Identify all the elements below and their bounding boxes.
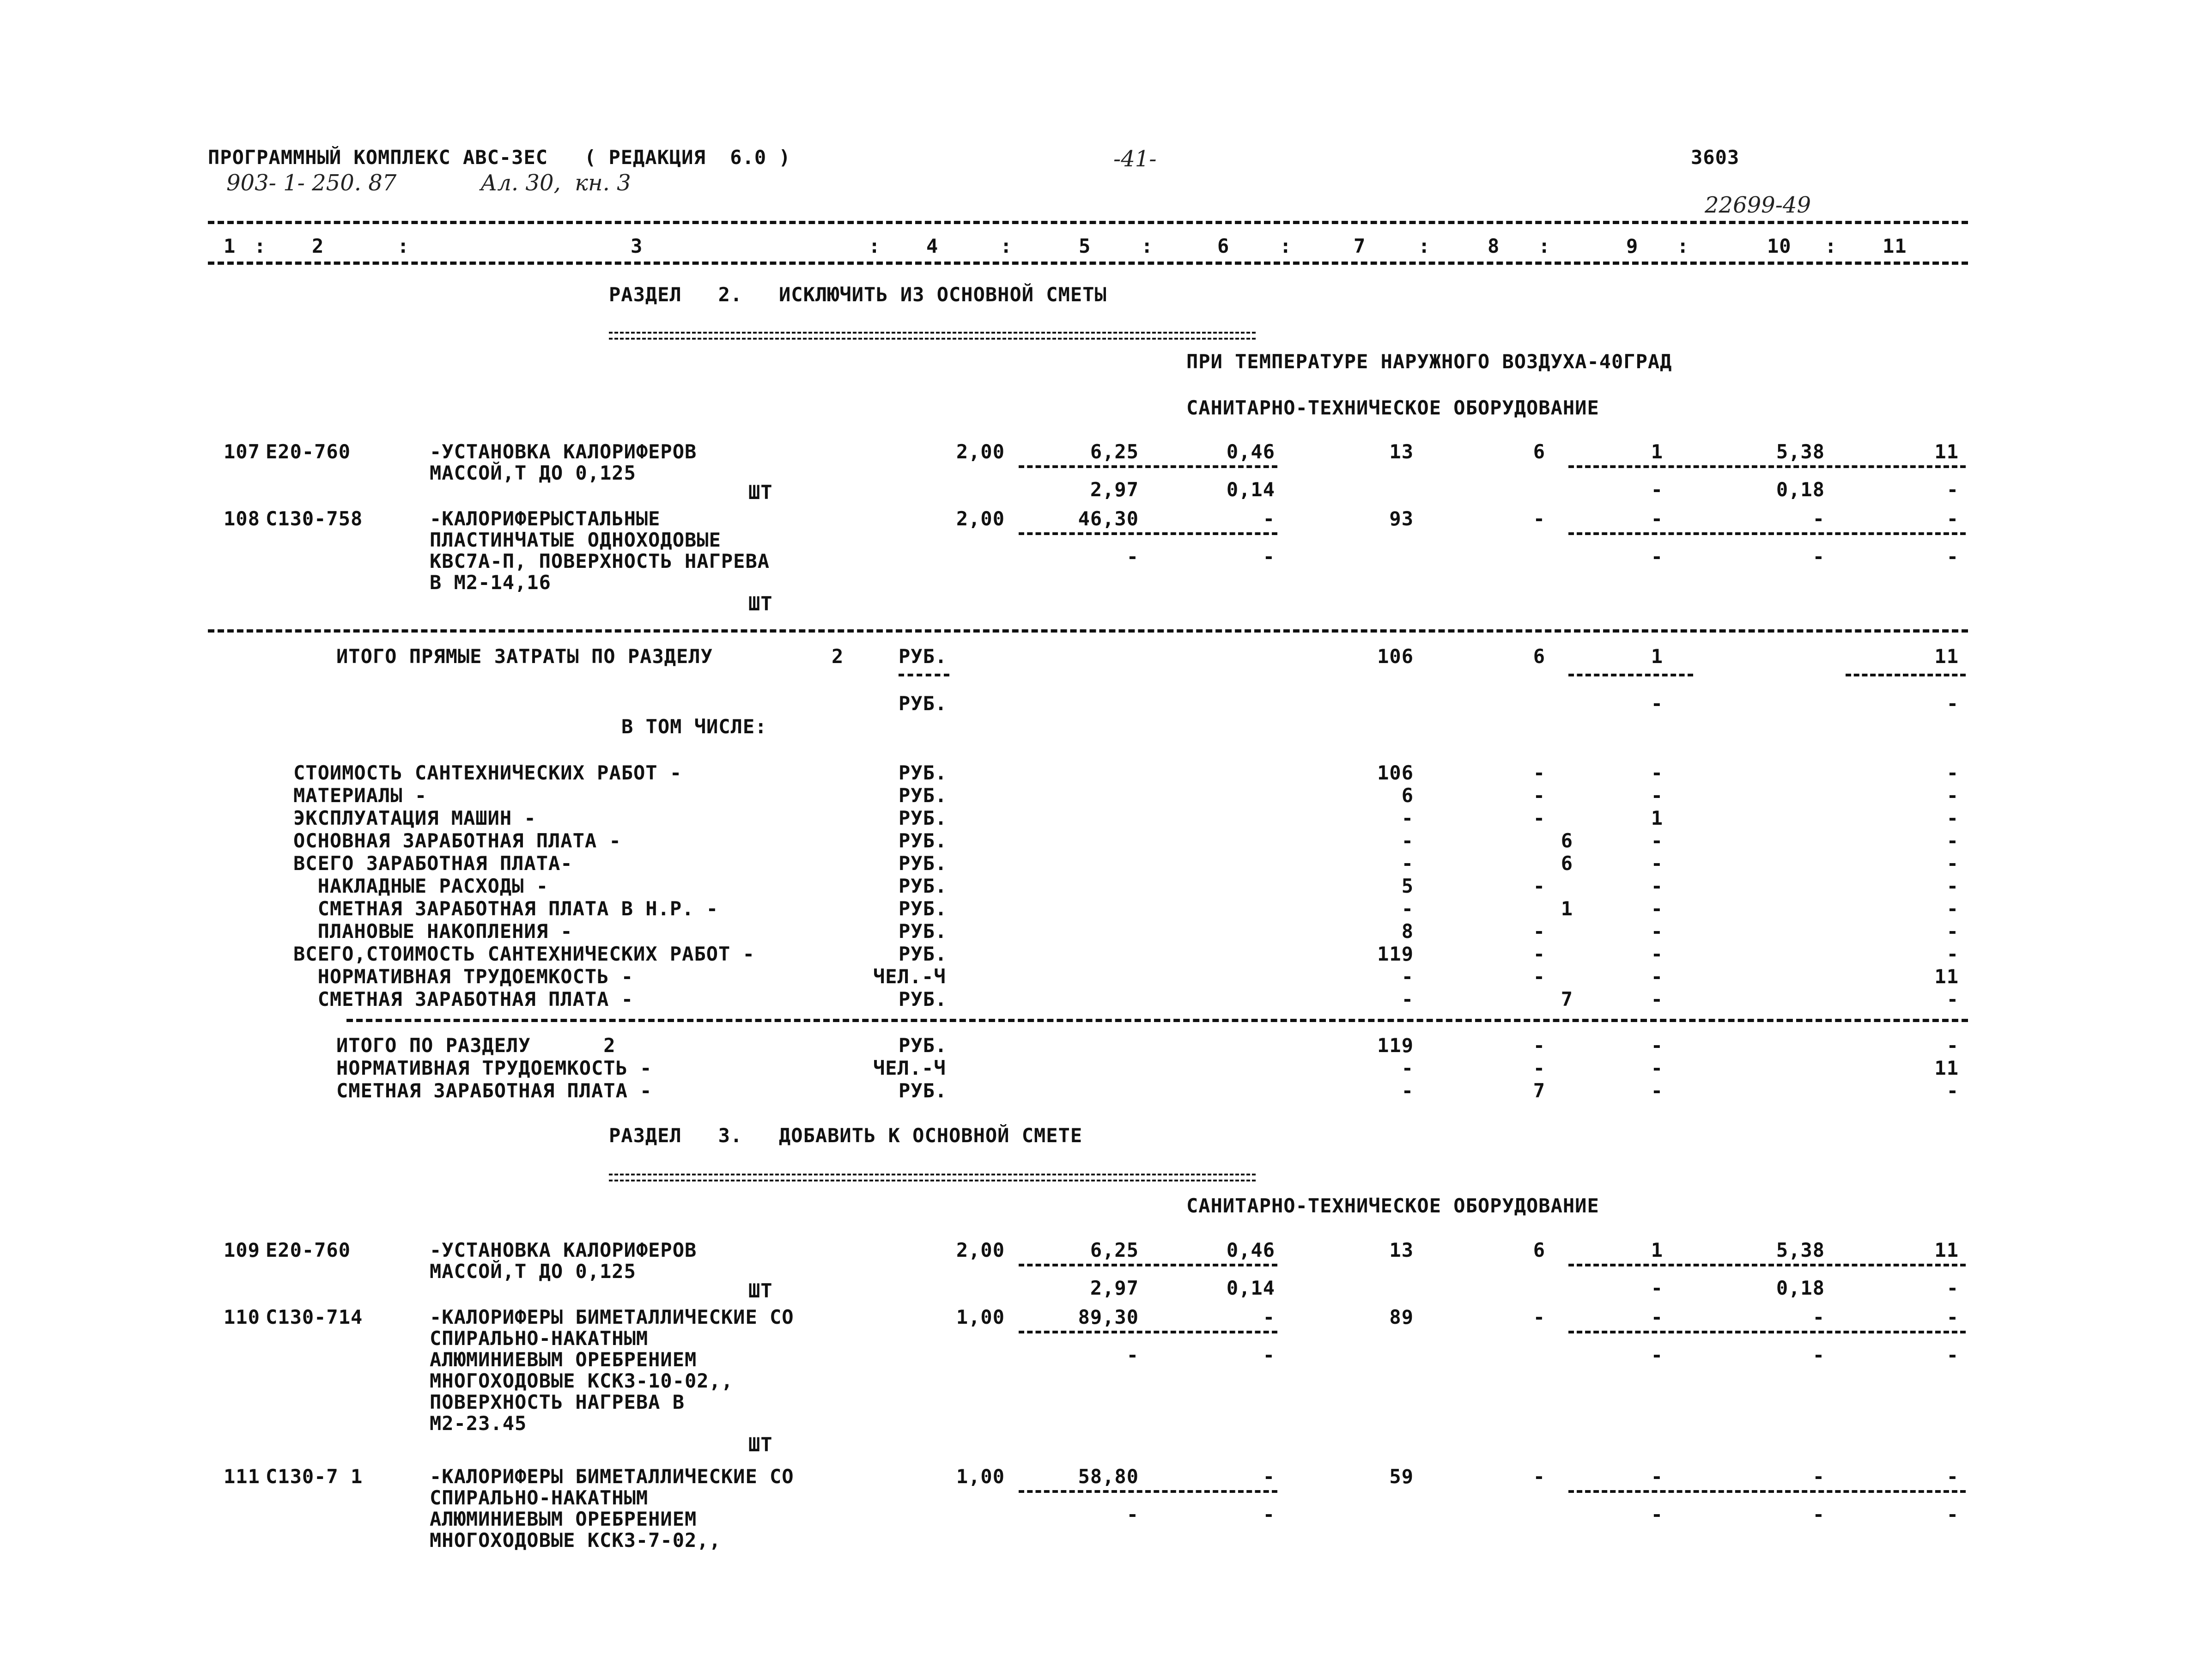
item-labor-norm-sub: 0,18 bbox=[1776, 478, 1825, 501]
item-labor-total: 11 bbox=[1934, 440, 1959, 463]
breakdown-machine: - bbox=[1651, 988, 1663, 1010]
direct-total-unit: РУБ. bbox=[899, 645, 948, 668]
handwritten-project-ref: 903- 1- 250. 87 bbox=[226, 170, 397, 196]
item-wage-total: - bbox=[1533, 1465, 1545, 1488]
column-header-5: 5 bbox=[1079, 235, 1091, 257]
column-header-9: 9 bbox=[1626, 235, 1639, 257]
breakdown-unit: РУБ. bbox=[899, 897, 948, 920]
item-labor-norm-sub: - bbox=[1812, 545, 1825, 568]
breakdown-label: ВСЕГО,СТОИМОСТЬ САНТЕХНИЧЕСКИХ РАБОТ - bbox=[293, 943, 755, 965]
item-quantity: 1,00 bbox=[956, 1306, 1005, 1328]
item-description-line: -КАЛОРИФЕРЫСТАЛЬНЫЕ bbox=[430, 507, 661, 530]
breakdown-wage: - bbox=[1533, 761, 1545, 784]
column-header-3: 3 bbox=[631, 235, 643, 257]
item-machine-cost: - bbox=[1651, 1465, 1663, 1488]
direct-total-cost: 106 bbox=[1377, 645, 1414, 668]
item-wage-cost: - bbox=[1263, 1306, 1275, 1328]
breakdown-machine: - bbox=[1651, 875, 1663, 897]
item-unit-cost-wage: 2,97 bbox=[1090, 478, 1139, 501]
item-labor-total-sub: - bbox=[1946, 478, 1959, 501]
item-machine-cost: 1 bbox=[1651, 440, 1663, 463]
breakdown-cost: - bbox=[1401, 807, 1414, 829]
breakdown-unit: РУБ. bbox=[899, 943, 948, 965]
column-header-7: 7 bbox=[1354, 235, 1366, 257]
item-dash-rule bbox=[1019, 465, 1277, 468]
direct-total-unit-2: РУБ. bbox=[899, 692, 948, 715]
breakdown-unit: РУБ. bbox=[899, 761, 948, 784]
breakdown-label: СМЕТНАЯ ЗАРАБОТНАЯ ПЛАТА - bbox=[293, 988, 634, 1010]
item-number: 109 bbox=[224, 1239, 260, 1261]
breakdown-labor: 11 bbox=[1934, 965, 1959, 988]
breakdown-labor: - bbox=[1946, 829, 1959, 852]
breakdown-labor: - bbox=[1946, 920, 1959, 943]
breakdown-unit: РУБ. bbox=[899, 829, 948, 852]
breakdown-wage: - bbox=[1533, 943, 1545, 965]
item-dash-rule bbox=[1568, 1264, 1966, 1266]
item-wage-cost-machine: - bbox=[1263, 1503, 1275, 1526]
breakdown-labor: - bbox=[1946, 875, 1959, 897]
breakdown-unit: РУБ. bbox=[899, 988, 948, 1010]
breakdown-wage: 6 bbox=[1561, 829, 1573, 852]
section-total-cost: - bbox=[1401, 1079, 1414, 1102]
item-quantity: 2,00 bbox=[956, 507, 1005, 530]
section-total-unit: ЧЕЛ.-Ч bbox=[873, 1057, 946, 1079]
item-machine-cost: - bbox=[1651, 1306, 1663, 1328]
breakdown-wage: 6 bbox=[1561, 852, 1573, 875]
breakdown-labor: - bbox=[1946, 943, 1959, 965]
section-total-unit: РУБ. bbox=[899, 1079, 948, 1102]
item-machine-sub: - bbox=[1651, 1277, 1663, 1299]
item-description-line: ПОВЕРХНОСТЬ НАГРЕВА В bbox=[430, 1391, 685, 1413]
item-wage-total: 6 bbox=[1533, 1239, 1545, 1261]
item-code: С130-7 1 bbox=[266, 1465, 363, 1488]
section-total-cost: 119 bbox=[1377, 1034, 1414, 1057]
program-title: ПРОГРАММНЫЙ КОМПЛЕКС АВС-3ЕС ( РЕДАКЦИЯ 6.0 ) bbox=[208, 146, 791, 169]
column-separator: : bbox=[1677, 235, 1689, 257]
total-dash-rule bbox=[1568, 674, 1693, 676]
section-total-wage: 7 bbox=[1533, 1079, 1545, 1102]
item-code: Е20-760 bbox=[266, 1239, 351, 1261]
item-description-line: СПИРАЛЬНО-НАКАТНЫМ bbox=[430, 1486, 649, 1509]
column-separator: : bbox=[254, 235, 267, 257]
item-machine-sub: - bbox=[1651, 1503, 1663, 1526]
breakdown-cost: 119 bbox=[1377, 943, 1414, 965]
page-number: -41- bbox=[1113, 146, 1157, 172]
header-rule-bottom bbox=[208, 262, 1968, 265]
breakdown-machine: - bbox=[1651, 761, 1663, 784]
breakdown-label: МАТЕРИАЛЫ - bbox=[293, 784, 427, 807]
section-total-machine: - bbox=[1651, 1034, 1663, 1057]
item-labor-norm: - bbox=[1812, 1306, 1825, 1328]
breakdown-label: СМЕТНАЯ ЗАРАБОТНАЯ ПЛАТА В Н.Р. - bbox=[293, 897, 719, 920]
item-dash-rule bbox=[1568, 1490, 1966, 1493]
item-total-cost: 59 bbox=[1389, 1465, 1414, 1488]
breakdown-label: НОРМАТИВНАЯ ТРУДОЕМКОСТЬ - bbox=[293, 965, 634, 988]
direct-total-machine-sub: - bbox=[1651, 692, 1663, 715]
breakdown-wage: - bbox=[1533, 875, 1545, 897]
column-header-11: 11 bbox=[1883, 235, 1907, 257]
item-quantity: 1,00 bbox=[956, 1465, 1005, 1488]
breakdown-unit: РУБ. bbox=[899, 784, 948, 807]
section-total-wage: - bbox=[1533, 1034, 1545, 1057]
item-description-line: М2-23.45 bbox=[430, 1412, 527, 1435]
item-quantity: 2,00 bbox=[956, 1239, 1005, 1261]
item-wage-cost: 0,46 bbox=[1226, 440, 1275, 463]
item-description-line: -КАЛОРИФЕРЫ БИМЕТАЛЛИЧЕСКИЕ СО bbox=[430, 1306, 794, 1328]
breakdown-unit: РУБ. bbox=[899, 807, 948, 829]
item-code: С130-758 bbox=[266, 507, 363, 530]
item-description-line: МНОГОХОДОВЫЕ КСК3-10-02,, bbox=[430, 1370, 734, 1392]
item-machine-cost: 1 bbox=[1651, 1239, 1663, 1261]
breakdown-cost: - bbox=[1401, 988, 1414, 1010]
breakdown-unit: РУБ. bbox=[899, 852, 948, 875]
item-total-cost: 13 bbox=[1389, 1239, 1414, 1261]
item-labor-total: - bbox=[1946, 1465, 1959, 1488]
item-dash-rule bbox=[1019, 532, 1277, 535]
breakdown-label: СТОИМОСТЬ САНТЕХНИЧЕСКИХ РАБОТ - bbox=[293, 761, 682, 784]
item-wage-cost-machine: 0,14 bbox=[1226, 1277, 1275, 1299]
column-header-8: 8 bbox=[1488, 235, 1500, 257]
including-label: В ТОМ ЧИСЛЕ: bbox=[621, 715, 767, 738]
section-total-machine: - bbox=[1651, 1057, 1663, 1079]
breakdown-machine: - bbox=[1651, 897, 1663, 920]
item-description-line: АЛЮМИНИЕВЫМ ОРЕБРЕНИЕМ bbox=[430, 1348, 697, 1371]
item-machine-sub: - bbox=[1651, 545, 1663, 568]
section-total-labor: 11 bbox=[1934, 1057, 1959, 1079]
breakdown-cost: - bbox=[1401, 829, 1414, 852]
column-separator: : bbox=[1538, 235, 1551, 257]
breakdown-machine: - bbox=[1651, 943, 1663, 965]
item-description-line: МАССОЙ,Т ДО 0,125 bbox=[430, 462, 636, 484]
section-total-cost: - bbox=[1401, 1057, 1414, 1079]
direct-total-label: ИТОГО ПРЯМЫЕ ЗАТРАТЫ ПО РАЗДЕЛУ bbox=[336, 645, 713, 668]
item-labor-total-sub: - bbox=[1946, 1503, 1959, 1526]
item-dash-rule bbox=[1568, 1331, 1966, 1333]
breakdown-unit: РУБ. bbox=[899, 875, 948, 897]
item-number: 108 bbox=[224, 507, 260, 530]
section-2-title: РАЗДЕЛ 2. ИСКЛЮЧИТЬ ИЗ ОСНОВНОЙ СМЕТЫ bbox=[609, 283, 1107, 306]
section-total-unit: РУБ. bbox=[899, 1034, 948, 1057]
breakdown-label: ОСНОВНАЯ ЗАРАБОТНАЯ ПЛАТА - bbox=[293, 829, 621, 852]
direct-total-labor-sub: - bbox=[1946, 692, 1959, 715]
item-labor-norm-sub: - bbox=[1812, 1503, 1825, 1526]
breakdown-label: ВСЕГО ЗАРАБОТНАЯ ПЛАТА- bbox=[293, 852, 573, 875]
column-separator: : bbox=[869, 235, 881, 257]
item-total-cost: 89 bbox=[1389, 1306, 1414, 1328]
item-wage-cost-machine: - bbox=[1263, 545, 1275, 568]
section-3-double-rule bbox=[609, 1174, 1256, 1181]
breakdown-labor: - bbox=[1946, 897, 1959, 920]
direct-total-labor: 11 bbox=[1934, 645, 1959, 668]
breakdown-machine: - bbox=[1651, 965, 1663, 988]
breakdown-cost: 106 bbox=[1377, 761, 1414, 784]
section-2-subheading: САНИТАРНО-ТЕХНИЧЕСКОЕ ОБОРУДОВАНИЕ bbox=[1186, 396, 1599, 419]
handwritten-album-ref: Ал. 30, кн. 3 bbox=[480, 170, 631, 196]
column-separator: : bbox=[1000, 235, 1013, 257]
item-unit-cost-wage: - bbox=[1126, 1344, 1139, 1366]
breakdown-label: НАКЛАДНЫЕ РАСХОДЫ - bbox=[293, 875, 549, 897]
item-dash-rule bbox=[1568, 532, 1966, 535]
item-unit-cost: 6,25 bbox=[1090, 1239, 1139, 1261]
item-dash-rule bbox=[1019, 1331, 1277, 1333]
item-unit-cost-wage: - bbox=[1126, 1503, 1139, 1526]
column-separator: : bbox=[1280, 235, 1292, 257]
item-dash-rule bbox=[1568, 465, 1966, 468]
breakdown-machine: - bbox=[1651, 829, 1663, 852]
item-description-line: В М2-14,16 bbox=[430, 571, 551, 594]
item-dash-rule bbox=[1019, 1264, 1277, 1266]
direct-total-wage: 6 bbox=[1533, 645, 1545, 668]
item-labor-total: - bbox=[1946, 507, 1959, 530]
breakdown-cost: 6 bbox=[1401, 784, 1414, 807]
column-separator: : bbox=[1825, 235, 1837, 257]
item-wage-total: 6 bbox=[1533, 440, 1545, 463]
breakdown-unit: ЧЕЛ.-Ч bbox=[873, 965, 946, 988]
item-description-line: АЛЮМИНИЕВЫМ ОРЕБРЕНИЕМ bbox=[430, 1508, 697, 1530]
breakdown-label: ПЛАНОВЫЕ НАКОПЛЕНИЯ - bbox=[293, 920, 573, 943]
item-description-line: -УСТАНОВКА КАЛОРИФЕРОВ bbox=[430, 1239, 697, 1261]
column-separator: : bbox=[397, 235, 410, 257]
section-total-machine: - bbox=[1651, 1079, 1663, 1102]
section-3-title: РАЗДЕЛ 3. ДОБАВИТЬ К ОСНОВНОЙ СМЕТЕ bbox=[609, 1124, 1083, 1147]
item-description-line: МНОГОХОДОВЫЕ КСК3-7-02,, bbox=[430, 1529, 721, 1552]
item-labor-total: 11 bbox=[1934, 1239, 1959, 1261]
item-unit-cost-wage: - bbox=[1126, 545, 1139, 568]
document-code: 3603 bbox=[1691, 146, 1740, 169]
handwritten-inventory-number: 22699-49 bbox=[1705, 192, 1811, 218]
section-total-wage: - bbox=[1533, 1057, 1545, 1079]
section-total-label: НОРМАТИВНАЯ ТРУДОЕМКОСТЬ - bbox=[336, 1057, 652, 1079]
item-unit-cost: 6,25 bbox=[1090, 440, 1139, 463]
unit-dash bbox=[899, 674, 949, 676]
item-labor-total-sub: - bbox=[1946, 1344, 1959, 1366]
column-header-4: 4 bbox=[926, 235, 939, 257]
item-description-line: -КАЛОРИФЕРЫ БИМЕТАЛЛИЧЕСКИЕ СО bbox=[430, 1465, 794, 1488]
breakdown-cost: - bbox=[1401, 965, 1414, 988]
item-dash-rule bbox=[1019, 1490, 1277, 1493]
column-separator: : bbox=[1418, 235, 1431, 257]
item-labor-total-sub: - bbox=[1946, 545, 1959, 568]
item-machine-cost: - bbox=[1651, 507, 1663, 530]
item-description-line: КВС7А-П, ПОВЕРХНОСТЬ НАГРЕВА bbox=[430, 550, 770, 572]
item-unit: ШТ bbox=[748, 592, 773, 615]
item-machine-sub: - bbox=[1651, 478, 1663, 501]
item-wage-cost: - bbox=[1263, 507, 1275, 530]
section-2-breakdown-rule bbox=[346, 1019, 1968, 1022]
breakdown-machine: - bbox=[1651, 852, 1663, 875]
item-wage-cost-machine: 0,14 bbox=[1226, 478, 1275, 501]
breakdown-labor: - bbox=[1946, 988, 1959, 1010]
section-total-label: СМЕТНАЯ ЗАРАБОТНАЯ ПЛАТА - bbox=[336, 1079, 652, 1102]
item-wage-total: - bbox=[1533, 507, 1545, 530]
breakdown-label: ЭКСПЛУАТАЦИЯ МАШИН - bbox=[293, 807, 536, 829]
breakdown-cost: - bbox=[1401, 852, 1414, 875]
item-code: Е20-760 bbox=[266, 440, 351, 463]
item-labor-norm: 5,38 bbox=[1776, 440, 1825, 463]
breakdown-wage: - bbox=[1533, 807, 1545, 829]
breakdown-wage: 7 bbox=[1561, 988, 1573, 1010]
breakdown-wage: - bbox=[1533, 920, 1545, 943]
direct-total-machine: 1 bbox=[1651, 645, 1663, 668]
breakdown-wage: - bbox=[1533, 784, 1545, 807]
breakdown-cost: - bbox=[1401, 897, 1414, 920]
total-dash-rule bbox=[1846, 674, 1966, 676]
column-header-10: 10 bbox=[1767, 235, 1792, 257]
header-rule-top bbox=[208, 221, 1968, 224]
breakdown-machine: - bbox=[1651, 784, 1663, 807]
item-labor-norm: - bbox=[1812, 1465, 1825, 1488]
item-total-cost: 13 bbox=[1389, 440, 1414, 463]
item-number: 110 bbox=[224, 1306, 260, 1328]
breakdown-labor: - bbox=[1946, 807, 1959, 829]
column-header-2: 2 bbox=[312, 235, 324, 257]
section-total-label: ИТОГО ПО РАЗДЕЛУ 2 bbox=[336, 1034, 616, 1057]
breakdown-unit: РУБ. bbox=[899, 920, 948, 943]
item-unit-cost-wage: 2,97 bbox=[1090, 1277, 1139, 1299]
section-2-temperature-note: ПРИ ТЕМПЕРАТУРЕ НАРУЖНОГО ВОЗДУХА-40ГРАД bbox=[1186, 350, 1672, 373]
item-code: С130-714 bbox=[266, 1306, 363, 1328]
breakdown-labor: - bbox=[1946, 852, 1959, 875]
item-number: 107 bbox=[224, 440, 260, 463]
column-header-6: 6 bbox=[1217, 235, 1230, 257]
item-unit: ШТ bbox=[748, 1433, 773, 1456]
item-wage-cost: - bbox=[1263, 1465, 1275, 1488]
column-header-1: 1 bbox=[224, 235, 236, 257]
item-labor-norm: 5,38 bbox=[1776, 1239, 1825, 1261]
item-quantity: 2,00 bbox=[956, 440, 1005, 463]
item-labor-norm-sub: 0,18 bbox=[1776, 1277, 1825, 1299]
item-wage-total: - bbox=[1533, 1306, 1545, 1328]
item-labor-norm: - bbox=[1812, 507, 1825, 530]
item-unit-cost: 58,80 bbox=[1078, 1465, 1139, 1488]
item-machine-sub: - bbox=[1651, 1344, 1663, 1366]
breakdown-labor: - bbox=[1946, 784, 1959, 807]
item-description-line: СПИРАЛЬНО-НАКАТНЫМ bbox=[430, 1327, 649, 1350]
breakdown-machine: 1 bbox=[1651, 807, 1663, 829]
breakdown-labor: - bbox=[1946, 761, 1959, 784]
item-wage-cost: 0,46 bbox=[1226, 1239, 1275, 1261]
breakdown-cost: 8 bbox=[1401, 920, 1414, 943]
direct-total-section: 2 bbox=[832, 645, 844, 668]
item-description-line: МАССОЙ,Т ДО 0,125 bbox=[430, 1260, 636, 1283]
item-unit-cost: 89,30 bbox=[1078, 1306, 1139, 1328]
section-total-labor: - bbox=[1946, 1034, 1959, 1057]
item-labor-norm-sub: - bbox=[1812, 1344, 1825, 1366]
breakdown-wage: - bbox=[1533, 965, 1545, 988]
item-number: 111 bbox=[224, 1465, 260, 1488]
item-unit-cost: 46,30 bbox=[1078, 507, 1139, 530]
item-total-cost: 93 bbox=[1389, 507, 1414, 530]
item-wage-cost-machine: - bbox=[1263, 1344, 1275, 1366]
breakdown-machine: - bbox=[1651, 920, 1663, 943]
breakdown-wage: 1 bbox=[1561, 897, 1573, 920]
item-description-line: -УСТАНОВКА КАЛОРИФЕРОВ bbox=[430, 440, 697, 463]
section-2-double-rule bbox=[609, 332, 1256, 340]
item-labor-total: - bbox=[1946, 1306, 1959, 1328]
section-total-labor: - bbox=[1946, 1079, 1959, 1102]
section-3-subheading: САНИТАРНО-ТЕХНИЧЕСКОЕ ОБОРУДОВАНИЕ bbox=[1186, 1194, 1599, 1217]
item-description-line: ПЛАСТИНЧАТЫЕ ОДНОХОДОВЫЕ bbox=[430, 529, 721, 551]
item-unit: ШТ bbox=[748, 1279, 773, 1302]
item-unit: ШТ bbox=[748, 481, 773, 504]
item-labor-total-sub: - bbox=[1946, 1277, 1959, 1299]
column-separator: : bbox=[1141, 235, 1154, 257]
breakdown-cost: 5 bbox=[1401, 875, 1414, 897]
section-2-items-rule bbox=[208, 629, 1968, 633]
